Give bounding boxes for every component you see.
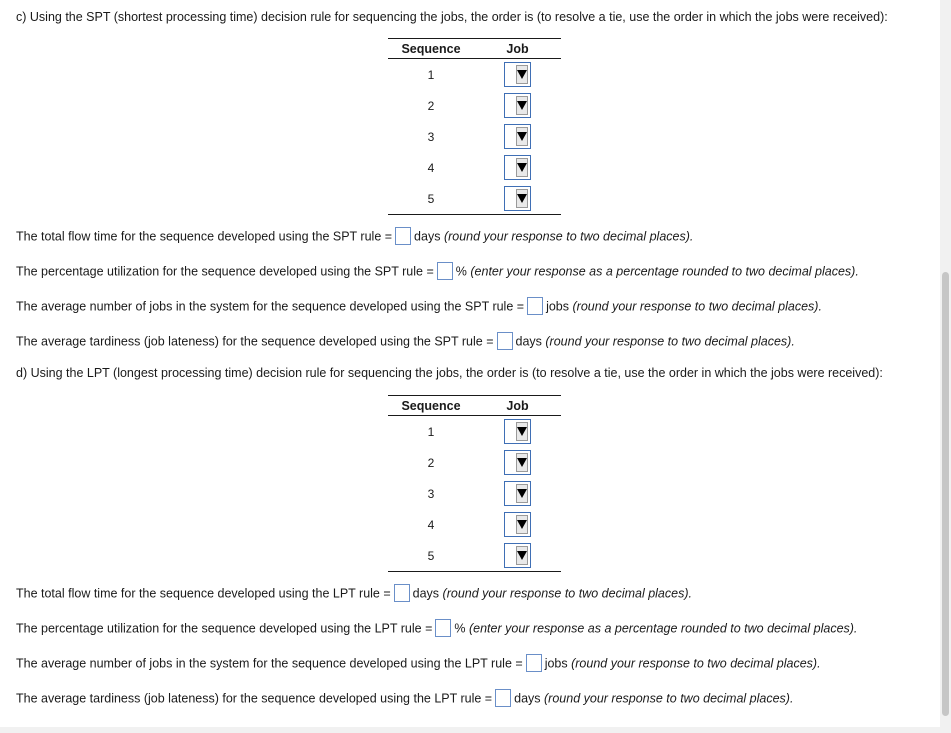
sequence-number: 1 (427, 424, 435, 439)
table-row (388, 509, 561, 540)
dropdown-arrow-icon[interactable] (516, 422, 528, 441)
lpt-tardiness-line (16, 690, 793, 708)
sequence-number: 3 (427, 486, 435, 501)
lpt-avg-jobs-unit: jobs (544, 656, 568, 671)
table-row (388, 183, 561, 215)
lpt-job-dropdown-5[interactable] (504, 543, 531, 568)
sequence-number: 2 (427, 455, 435, 470)
spt-flow-time-unit: days (414, 229, 441, 244)
spt-utilization-unit: % (455, 264, 467, 279)
lpt-sequence-header: Sequence (388, 396, 474, 416)
dropdown-arrow-icon[interactable] (516, 96, 528, 115)
lpt-tardiness-label: The average tardiness (job lateness) for the sequence developed using the LPT rule = (16, 691, 493, 706)
spt-tardiness-input[interactable] (497, 332, 513, 350)
spt-sequence-header: Sequence (388, 39, 474, 59)
spt-avg-jobs-unit: jobs (546, 299, 570, 314)
dropdown-arrow-icon[interactable] (516, 189, 528, 208)
table-row (388, 447, 561, 478)
spt-utilization-line (16, 263, 859, 281)
sequence-number: 5 (427, 548, 435, 563)
lpt-tardiness-hint: (round your response to two decimal places). (544, 691, 794, 706)
lpt-flow-time-input[interactable] (394, 584, 410, 602)
dropdown-arrow-icon[interactable] (516, 65, 528, 84)
dropdown-arrow-icon[interactable] (516, 158, 528, 177)
lpt-utilization-hint: (enter your response as a percentage rounded to two decimal places). (468, 621, 858, 636)
spt-avg-jobs-line (16, 298, 822, 316)
spt-job-dropdown-2[interactable] (504, 93, 531, 118)
sequence-number: 4 (427, 517, 435, 532)
spt-flow-time-line (16, 228, 693, 246)
sequence-number: 4 (427, 160, 435, 175)
lpt-avg-jobs-hint: (round your response to two decimal places). (571, 656, 821, 671)
spt-tardiness-unit: days (515, 334, 542, 349)
dropdown-arrow-icon[interactable] (516, 515, 528, 534)
spt-tardiness-line (16, 333, 795, 351)
lpt-job-dropdown-4[interactable] (504, 512, 531, 537)
table-row (388, 90, 561, 121)
sequence-number: 1 (427, 67, 435, 82)
lpt-flow-time-line (16, 585, 692, 603)
spt-utilization-hint: (enter your response as a percentage rounded to two decimal places). (470, 264, 859, 279)
table-row (388, 121, 561, 152)
spt-job-header: Job (474, 39, 561, 59)
lpt-flow-time-unit: days (412, 586, 440, 601)
table-row (388, 416, 561, 448)
lpt-utilization-label: The percentage utilization for the sequence developed using the LPT rule = (16, 621, 433, 636)
spt-utilization-input[interactable] (437, 262, 453, 280)
table-row (388, 478, 561, 509)
spt-job-dropdown-5[interactable] (504, 186, 531, 211)
sequence-number: 5 (427, 191, 435, 206)
lpt-job-dropdown-2[interactable] (504, 450, 531, 475)
lpt-utilization-input[interactable] (435, 619, 451, 637)
lpt-tardiness-unit: days (514, 691, 541, 706)
vertical-scrollbar[interactable] (940, 0, 951, 733)
dropdown-arrow-icon[interactable] (516, 127, 528, 146)
lpt-utilization-unit: % (454, 621, 466, 636)
spt-job-dropdown-3[interactable] (504, 124, 531, 149)
spt-avg-jobs-hint: (round your response to two decimal places). (572, 299, 822, 314)
dropdown-arrow-icon[interactable] (516, 546, 528, 565)
spt-job-dropdown-4[interactable] (504, 155, 531, 180)
lpt-utilization-line (16, 620, 857, 638)
spt-question: c) Using the SPT (shortest processing time) decision rule for sequencing the jobs, the order is (to resolve a tie, use the order in which the jobs were received): (16, 10, 888, 24)
spt-avg-jobs-input[interactable] (527, 297, 543, 315)
table-row (388, 152, 561, 183)
lpt-avg-jobs-line (16, 655, 821, 673)
spt-avg-jobs-label: The average number of jobs in the system for the sequence developed using the SPT rule = (16, 299, 525, 314)
lpt-avg-jobs-input[interactable] (526, 654, 542, 672)
table-row (388, 59, 561, 91)
spt-tardiness-hint: (round your response to two decimal places). (545, 334, 795, 349)
bottom-edge (0, 727, 951, 733)
lpt-avg-jobs-label: The average number of jobs in the system for the sequence developed using the LPT rule = (16, 656, 523, 671)
spt-flow-time-hint: (round your response to two decimal places). (443, 229, 694, 244)
spt-job-dropdown-1[interactable] (504, 62, 531, 87)
dropdown-arrow-icon[interactable] (516, 453, 528, 472)
lpt-sequence-table (388, 395, 561, 572)
lpt-job-header: Job (474, 396, 561, 416)
spt-sequence-table (388, 38, 561, 215)
spt-flow-time-input[interactable] (395, 227, 411, 245)
lpt-flow-time-label: The total flow time for the sequence developed using the LPT rule = (16, 586, 391, 601)
lpt-flow-time-hint: (round your response to two decimal places). (442, 586, 692, 601)
dropdown-arrow-icon[interactable] (516, 484, 528, 503)
spt-utilization-label: The percentage utilization for the sequence developed using the SPT rule = (16, 264, 434, 279)
lpt-job-dropdown-3[interactable] (504, 481, 531, 506)
scrollbar-thumb[interactable] (942, 272, 949, 716)
lpt-question: d) Using the LPT (longest processing time) decision rule for sequencing the jobs, the order is (to resolve a tie, use the order in which the jobs were received): (16, 366, 883, 380)
spt-tardiness-label: The average tardiness (job lateness) for the sequence developed using the SPT rule = (16, 334, 494, 349)
sequence-number: 2 (427, 98, 435, 113)
table-row (388, 540, 561, 572)
lpt-tardiness-input[interactable] (495, 689, 511, 707)
sequence-number: 3 (427, 129, 435, 144)
lpt-job-dropdown-1[interactable] (504, 419, 531, 444)
spt-flow-time-label: The total flow time for the sequence developed using the SPT rule = (16, 229, 393, 244)
